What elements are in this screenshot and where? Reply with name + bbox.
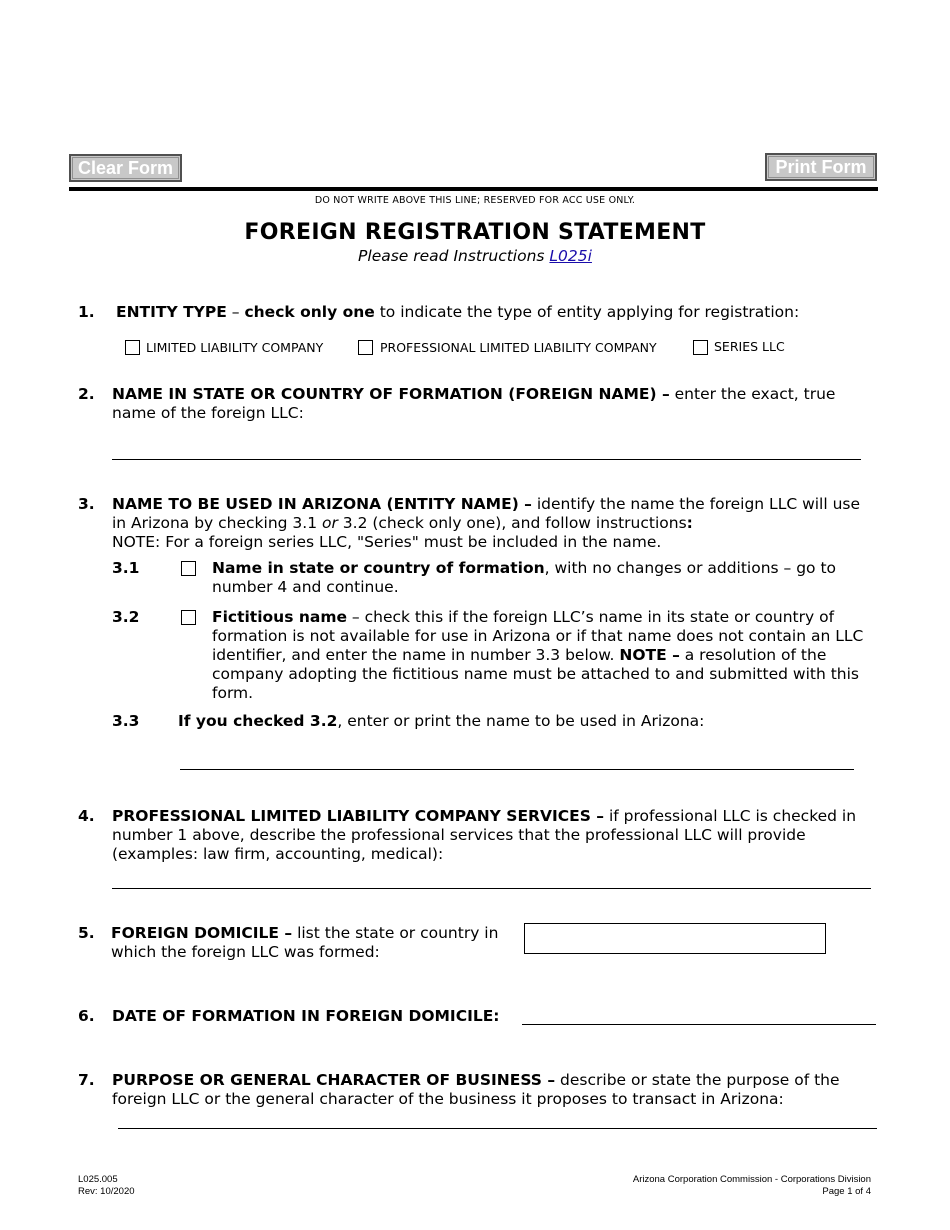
section-1-emphasis: check only one: [244, 303, 375, 321]
section-3-note: NOTE: For a foreign series LLC, "Series" must be included in the name.: [112, 533, 662, 551]
section-5-rest: list the state or country in which the foreign LLC was formed:: [111, 924, 499, 961]
foreign-domicile-input[interactable]: [524, 923, 826, 954]
instructions-line: [0, 247, 950, 265]
section-1-dash: –: [226, 303, 245, 321]
section-3-heading: NAME TO BE USED IN ARIZONA (ENTITY NAME) –: [112, 495, 532, 513]
name-as-formed-checkbox[interactable]: [181, 561, 196, 576]
section-4-number: 4.: [78, 807, 95, 825]
revision-date: Rev: 10/2020: [78, 1186, 135, 1197]
professional-services-line[interactable]: [112, 888, 871, 889]
reserved-notice: DO NOT WRITE ABOVE THIS LINE; RESERVED FOR ACC USE ONLY.: [314, 195, 636, 206]
section-3-2-note-heading: NOTE –: [619, 646, 680, 664]
agency-name: Arizona Corporation Commission - Corporations Division: [632, 1174, 871, 1185]
section-3-colon: :: [686, 514, 693, 532]
section-1-heading: ENTITY TYPE: [116, 303, 227, 321]
page-number: Page 1 of 4: [822, 1186, 871, 1197]
section-3-2-heading: Fictitious name: [212, 608, 347, 626]
section-3-2-number: 3.2: [112, 608, 140, 626]
section-3-rest-1: identify the name the foreign LLC will use in Arizona by checking 3.1: [112, 495, 861, 532]
section-5-heading: FOREIGN DOMICILE –: [111, 924, 293, 942]
section-5-number: 5.: [78, 924, 95, 942]
section-6-number: 6.: [78, 1007, 95, 1025]
footer-right: [633, 1174, 871, 1198]
section-3-2-rest: – check this if the foreign LLC’s name in its state or country of formation is not available for use in Arizona or if that name does not contain an LLC identifier, and enter the name in number 3.3 below.: [212, 608, 864, 664]
section-3-3-rest: , enter or print the name to be used in Arizona:: [337, 712, 705, 730]
llc-checkbox[interactable]: [125, 340, 140, 355]
section-3-number: 3.: [78, 495, 95, 513]
section-3-1-rest: , with no changes or additions – go to number 4 and continue.: [212, 559, 837, 596]
section-6-heading: DATE OF FORMATION IN FOREIGN DOMICILE:: [112, 1007, 500, 1025]
fictitious-name-checkbox[interactable]: [181, 610, 196, 625]
section-3-3-number: 3.3: [112, 712, 140, 730]
series-llc-checkbox[interactable]: [693, 340, 708, 355]
section-4-text: [112, 807, 874, 864]
foreign-name-line[interactable]: [112, 459, 861, 460]
section-3-1-heading: Name in state or country of formation: [212, 559, 545, 577]
section-3-text: [112, 495, 872, 552]
section-3-2-text: [212, 608, 874, 703]
section-3-1-text: [212, 559, 862, 597]
section-2-rest: enter the exact, true name of the foreign LLC:: [112, 385, 836, 422]
business-purpose-line[interactable]: [118, 1128, 877, 1129]
instructions-link[interactable]: L025i: [549, 247, 592, 265]
section-7-rest: describe or state the purpose of the foreign LLC or the general character of the business it proposes to transact in Arizona:: [112, 1071, 840, 1108]
llc-label: LIMITED LIABILITY COMPANY: [146, 340, 324, 355]
clear-form-button[interactable]: Clear Form: [69, 154, 182, 182]
section-3-3-heading: If you checked 3.2: [178, 712, 338, 730]
instructions-prefix: Please read Instructions: [358, 247, 545, 265]
section-1-text: [116, 303, 876, 322]
section-2-number: 2.: [78, 385, 95, 403]
section-3-2-note-rest: a resolution of the company adopting the fictitious name must be attached to and submitted with this form.: [212, 646, 859, 702]
section-3-3-text: [178, 712, 868, 731]
pllc-label: PROFESSIONAL LIMITED LIABILITY COMPANY: [380, 340, 657, 355]
section-4-rest: if professional LLC is checked in number 1 above, describe the professional services that the professional LLC will provide (examples: law firm, accounting, medical):: [112, 807, 857, 863]
formation-date-line[interactable]: [522, 1024, 876, 1025]
section-1-rest: to indicate the type of entity applying for registration:: [374, 303, 800, 321]
section-1-number: 1.: [78, 303, 95, 321]
section-7-heading: PURPOSE OR GENERAL CHARACTER OF BUSINESS –: [112, 1071, 556, 1089]
section-2-heading: NAME IN STATE OR COUNTRY OF FORMATION (FOREIGN NAME) –: [112, 385, 670, 403]
page-title: FOREIGN REGISTRATION STATEMENT: [244, 220, 706, 245]
series-llc-label: SERIES LLC: [714, 339, 785, 354]
section-7-text: [112, 1071, 874, 1109]
section-3-rest-2: 3.2 (check only one), and follow instructions: [337, 514, 687, 532]
pllc-checkbox[interactable]: [358, 340, 373, 355]
arizona-name-line[interactable]: [180, 769, 854, 770]
section-2-text: [112, 385, 872, 423]
form-id: L025.005: [78, 1174, 118, 1185]
section-3-or: or: [322, 514, 338, 532]
print-form-button[interactable]: Print Form: [765, 153, 877, 181]
section-5-text: [111, 924, 516, 962]
footer-left: [78, 1174, 135, 1198]
section-3-1-number: 3.1: [112, 559, 140, 577]
section-7-number: 7.: [78, 1071, 95, 1089]
section-4-heading: PROFESSIONAL LIMITED LIABILITY COMPANY SERVICES –: [112, 807, 605, 825]
reserved-divider: [69, 187, 878, 191]
